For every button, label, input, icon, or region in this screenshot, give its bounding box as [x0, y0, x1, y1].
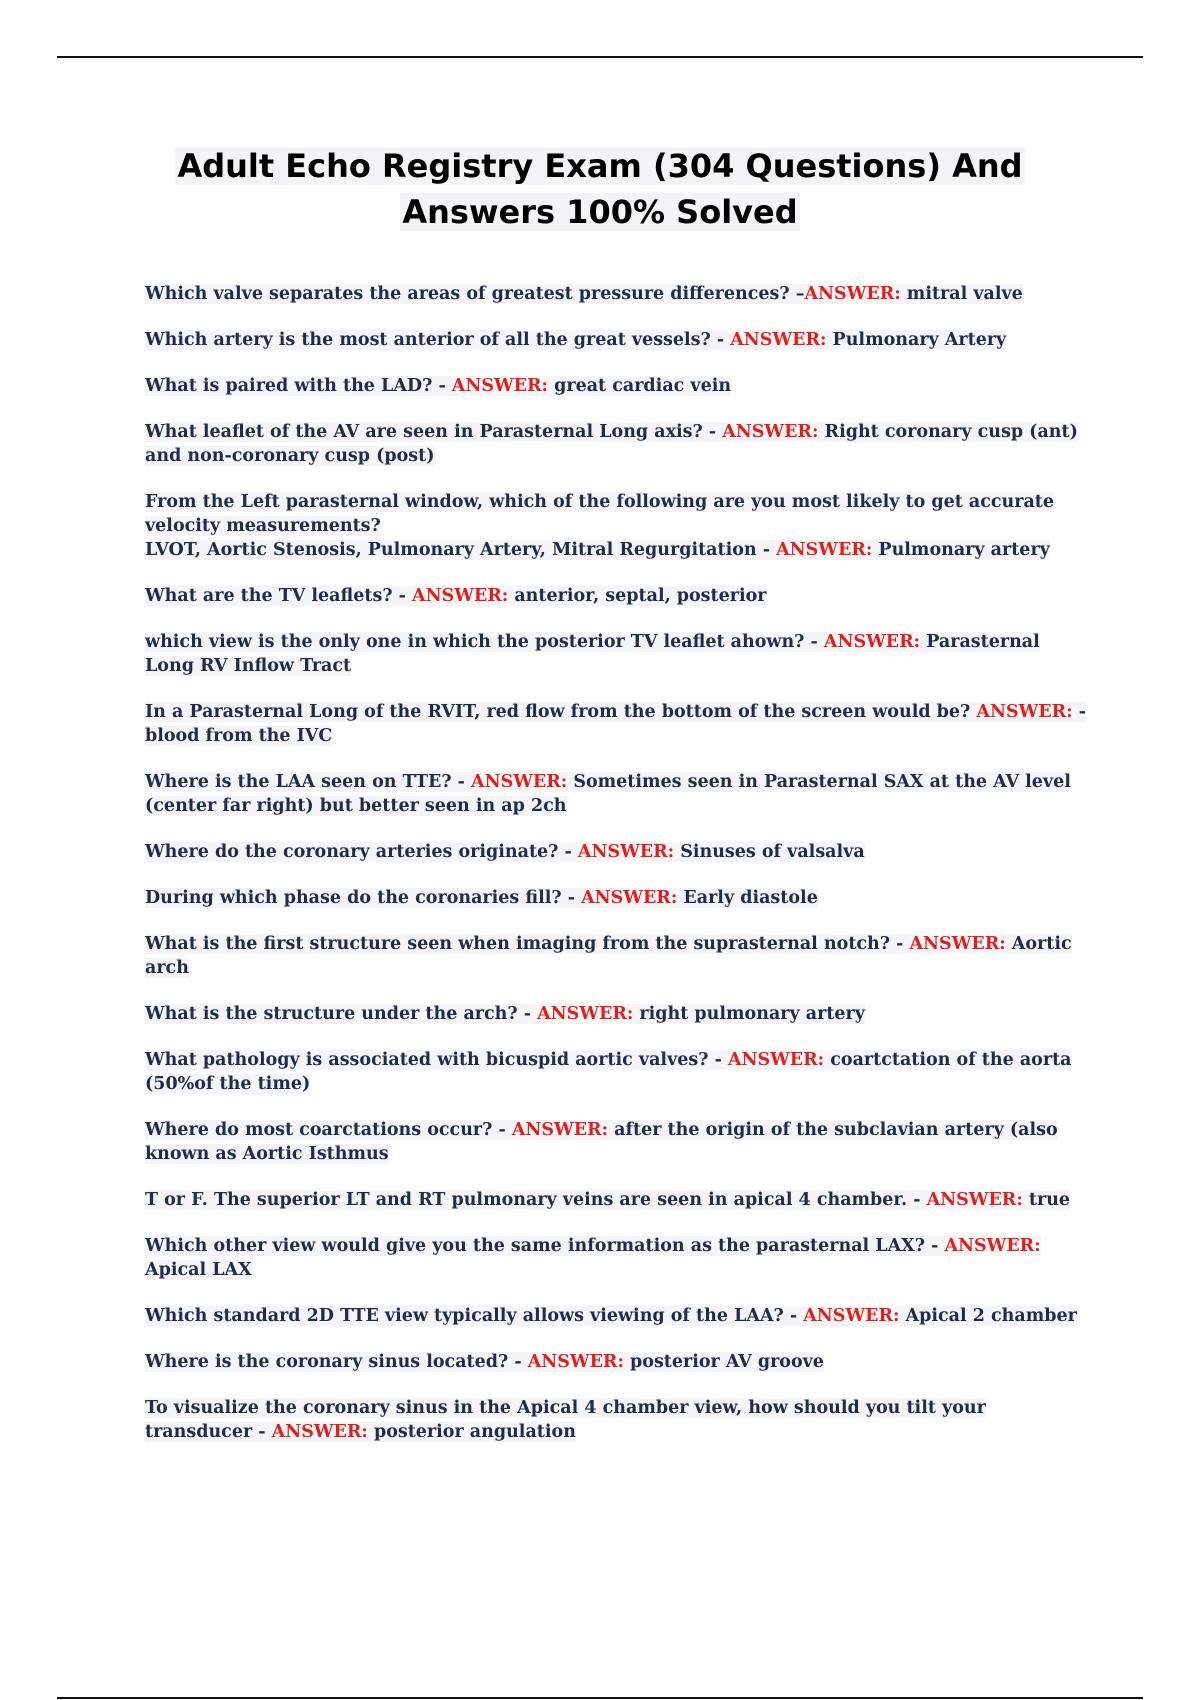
answer-label: ANSWER:: [577, 842, 675, 862]
answer-text: Sometimes seen in Parasternal SAX at the AV level (center far right) but better seen in ap 2ch: [145, 772, 1071, 816]
question-text: Where do most coarctations occur? -: [145, 1120, 512, 1140]
question-text: To visualize the coronary sinus in the Apical 4 chamber view, how should you tilt your transducer -: [145, 1398, 986, 1442]
question-text: Where is the LAA seen on TTE? -: [145, 772, 472, 792]
qa-item: [145, 1234, 1090, 1282]
answer-label: ANSWER:: [730, 330, 827, 350]
question-text-continued: LVOT, Aortic Stenosis, Pulmonary Artery, Mitral Regurgitation -: [145, 540, 777, 560]
answer-label: ANSWER:: [271, 1422, 368, 1442]
answer-label: ANSWER:: [451, 376, 549, 396]
answer-label: ANSWER:: [722, 422, 819, 442]
qa-item: [145, 584, 1090, 608]
footer-rule: [57, 1697, 1143, 1699]
question-text: T or F. The superior LT and RT pulmonary veins are seen in apical 4 chamber. -: [145, 1190, 927, 1210]
question-text: Where is the coronary sinus located? -: [145, 1352, 528, 1372]
answer-label: ANSWER:: [527, 1352, 624, 1372]
qa-item: [145, 770, 1090, 818]
question-text: What is paired with the LAD? -: [145, 376, 452, 396]
answer-text: Pulmonary Artery: [826, 330, 1007, 350]
answer-text: after the origin of the subclavian artery (also known as Aortic Isthmus: [145, 1120, 1058, 1164]
qa-item: [145, 1188, 1090, 1212]
answer-text: posterior angulation: [367, 1422, 576, 1442]
qa-item: [145, 1118, 1090, 1166]
answer-text: true: [1022, 1190, 1071, 1210]
answer-label: ANSWER:: [412, 586, 509, 606]
qa-item: [145, 1396, 1090, 1444]
answer-text: Pulmonary artery: [872, 540, 1050, 560]
answer-label: ANSWER:: [909, 934, 1006, 954]
question-text: Which other view would give you the same information as the parasternal LAX? -: [145, 1236, 945, 1256]
question-text: During which phase do the coronaries fill? -: [145, 888, 582, 908]
answer-label: ANSWER:: [581, 888, 678, 908]
question-text: In a Parasternal Long of the RVIT, red flow from the bottom of the screen would be?: [145, 702, 977, 722]
answer-text: Right coronary cusp (ant) and non-coronary cusp (post): [145, 422, 1078, 466]
title-line-1: Adult Echo Registry Exam (304 Questions) And: [177, 147, 1023, 185]
answer-text: - blood from the IVC: [145, 702, 1086, 746]
answer-label: ANSWER:: [776, 540, 873, 560]
question-text: Which artery is the most anterior of all the great vessels? -: [145, 330, 731, 350]
question-text: What are the TV leaflets? -: [145, 586, 413, 606]
answer-label: ANSWER:: [823, 632, 921, 652]
answer-label: ANSWER:: [511, 1120, 609, 1140]
qa-item: [145, 490, 1090, 562]
question-text: What is the first structure seen when imaging from the suprasternal notch? -: [145, 934, 910, 954]
qa-item: [145, 700, 1090, 748]
answer-text: Sinuses of valsalva: [674, 842, 865, 862]
question-text: What pathology is associated with bicuspid aortic valves? -: [145, 1050, 728, 1070]
answer-text: Aortic arch: [145, 934, 1072, 978]
qa-item: [145, 420, 1090, 468]
question-text: What leaflet of the AV are seen in Parasternal Long axis? -: [145, 422, 723, 442]
qa-item: [145, 282, 1090, 306]
answer-label: ANSWER:: [976, 702, 1073, 722]
answer-label: ANSWER:: [727, 1050, 825, 1070]
qa-item: [145, 932, 1090, 980]
answer-text: anterior, septal, posterior: [508, 586, 767, 606]
qa-item: [145, 1304, 1090, 1328]
answer-text: right pulmonary artery: [633, 1004, 865, 1024]
answer-text: posterior AV groove: [623, 1352, 824, 1372]
answer-text: great cardiac vein: [548, 376, 732, 396]
question-text: From the Left parasternal window, which of the following are you most likely to get accurate velocity measurements?: [145, 492, 1055, 536]
qa-item: [145, 1048, 1090, 1096]
question-text: which view is the only one in which the posterior TV leaflet ahown? -: [145, 632, 824, 652]
answer-label: ANSWER:: [926, 1190, 1023, 1210]
qa-item: [145, 1350, 1090, 1374]
qa-item: [145, 1002, 1090, 1026]
answer-text: mitral valve: [900, 284, 1023, 304]
answer-label: ANSWER:: [803, 1306, 900, 1326]
document-title: [150, 143, 1050, 235]
answer-text: Apical LAX: [145, 1260, 252, 1280]
question-text: Where do the coronary arteries originate? -: [145, 842, 578, 862]
answer-text: coartctation of the aorta (50%of the time): [145, 1050, 1072, 1094]
answer-text: Apical 2 chamber: [899, 1306, 1077, 1326]
question-text: Which standard 2D TTE view typically allows viewing of the LAA? -: [145, 1306, 804, 1326]
qa-list: [145, 282, 1090, 1466]
answer-label: ANSWER:: [944, 1236, 1041, 1256]
qa-item: [145, 328, 1090, 352]
qa-item: [145, 630, 1090, 678]
answer-text: Parasternal Long RV Inflow Tract: [145, 632, 1040, 676]
answer-text: Early diastole: [677, 888, 818, 908]
title-line-2: Answers 100% Solved: [402, 193, 798, 231]
answer-label: ANSWER:: [537, 1004, 634, 1024]
question-text: What is the structure under the arch? -: [145, 1004, 538, 1024]
question-text: Which valve separates the areas of greatest pressure differences? –: [145, 284, 805, 304]
header-rule: [57, 56, 1143, 58]
qa-item: [145, 886, 1090, 910]
qa-item: [145, 840, 1090, 864]
answer-label: ANSWER:: [804, 284, 901, 304]
qa-item: [145, 374, 1090, 398]
answer-label: ANSWER:: [471, 772, 568, 792]
